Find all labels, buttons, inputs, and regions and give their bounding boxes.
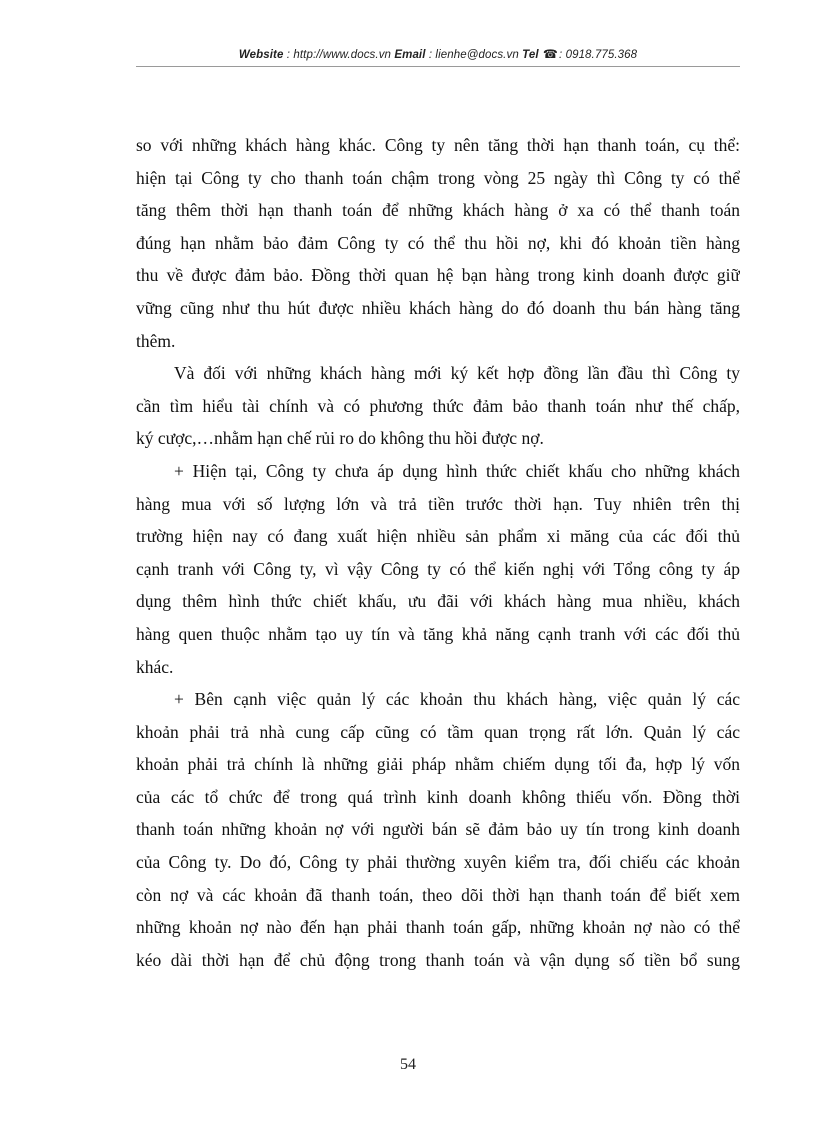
text-line: hàng quen thuộc nhằm tạo uy tín và tăng khả năng cạnh tranh với các đối thủ (136, 623, 740, 644)
tel-number: : 0918.775.368 (558, 49, 638, 61)
text-line: thanh toán những khoản nợ với người bán sẽ đảm bảo uy tín trong kinh doanh (136, 819, 740, 840)
text-line: + Bên cạnh việc quản lý các khoản thu khách hàng, việc quản lý các (174, 689, 740, 710)
text-line: trường hiện nay có đang xuất hiện nhiều sản phẩm xi măng của các đối thủ (136, 526, 740, 547)
text-line: những khoản nợ nào đến hạn phải thanh toán gấp, những khoản nợ nào có thể (136, 917, 740, 938)
email-separator: : (425, 49, 436, 61)
text-line: khác. (136, 656, 174, 677)
text-line: thêm. (136, 330, 176, 351)
text-line: cạnh tranh với Công ty, vì vậy Công ty có thể kiến nghị với Tổng công ty áp (136, 558, 740, 579)
paragraph (136, 683, 740, 976)
paragraph (136, 357, 740, 455)
paragraph (136, 455, 740, 683)
text-line: so với những khách hàng khác. Công ty nên tăng thời hạn thanh toán, cụ thể: (136, 135, 740, 155)
website-separator: : (283, 49, 294, 61)
text-line: hàng mua với số lượng lớn và trả tiền trước thời hạn. Tuy nhiên trên thị (136, 493, 740, 514)
text-line: còn nợ và các khoản đã thanh toán, theo dõi thời hạn thanh toán để biết xem (136, 884, 740, 905)
text-line: Và đối với những khách hàng mới ký kết hợp đồng lần đầu thì Công ty (174, 363, 740, 384)
phone-icon: ☎ (542, 47, 558, 61)
header-divider (136, 66, 740, 67)
text-line: + Hiện tại, Công ty chưa áp dụng hình thức chiết khấu cho những khách (174, 460, 740, 481)
text-line: thu về được đảm bảo. Đồng thời quan hệ bạn hàng trong kinh doanh được giữ (136, 265, 740, 286)
text-line: vững cũng như thu hút được nhiều khách hàng do đó doanh thu bán hàng tăng (136, 297, 740, 318)
text-line: đúng hạn nhằm bảo đảm Công ty có thể thu hồi nợ, khi đó khoản tiền hàng (136, 232, 740, 253)
text-line: khoản phải trả nhà cung cấp cũng có tầm quan trọng rất lớn. Quản lý các (136, 721, 740, 742)
text-line: cần tìm hiểu tài chính và có phương thức đảm bảo thanh toán như thế chấp, (136, 395, 740, 416)
paragraph (136, 129, 740, 357)
tel-label: Tel (522, 49, 539, 61)
website-url: http://www.docs.vn (293, 49, 395, 61)
text-line: kéo dài thời hạn để chủ động trong thanh toán và vận dụng số tiền bổ sung (136, 949, 740, 970)
page-number: 54 (400, 1056, 416, 1073)
text-line: dụng thêm hình thức chiết khấu, ưu đãi với khách hàng mua nhiều, khách (136, 591, 740, 612)
page-header (136, 47, 740, 61)
email-label: Email (394, 49, 426, 61)
text-line: khoản phải trả chính là những giải pháp nhằm chiếm dụng tối đa, hợp lý vốn (136, 754, 740, 775)
text-line: của các tổ chức để trong quá trình kinh doanh không thiếu vốn. Đồng thời (136, 786, 740, 807)
body-text (136, 129, 740, 976)
website-label: Website (238, 49, 284, 61)
text-line: ký cược,…nhằm hạn chế rủi ro do không thu hồi được nợ. (136, 428, 544, 449)
text-line: của Công ty. Do đó, Công ty phải thường xuyên kiểm tra, đối chiếu các khoản (136, 852, 740, 873)
email-address: lienhe@docs.vn (435, 49, 523, 61)
text-line: hiện tại Công ty cho thanh toán chậm trong vòng 25 ngày thì Công ty có thể (136, 167, 740, 188)
text-line: tăng thêm thời hạn thanh toán để những khách hàng ở xa có thể thanh toán (136, 200, 740, 221)
